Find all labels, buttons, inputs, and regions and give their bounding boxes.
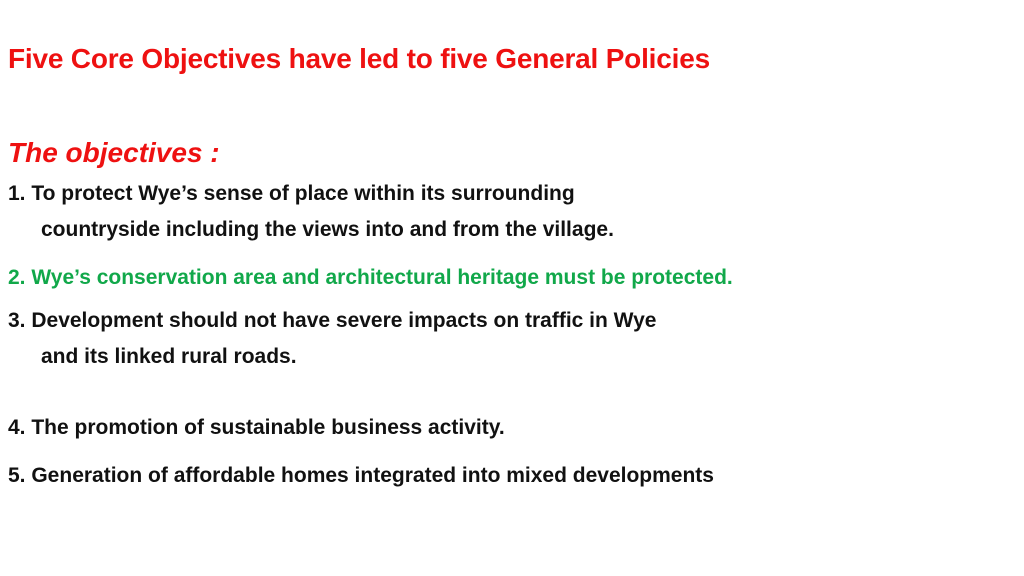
objective-4-line1: 4. The promotion of sustainable business activity. [8, 416, 505, 439]
objective-3-line1: 3. Development should not have severe impacts on traffic in Wye [8, 309, 657, 332]
objective-1 [8, 176, 614, 248]
objective-2-line1: 2. Wye’s conservation area and architectural heritage must be protected. [8, 266, 733, 289]
objective-5 [8, 458, 714, 494]
slide-title: Five Core Objectives have led to five General Policies [8, 43, 710, 74]
objective-2 [8, 260, 733, 296]
objective-3 [8, 303, 656, 375]
objective-5-line1: 5. Generation of affordable homes integrated into mixed developments [8, 464, 714, 487]
objective-1-line1: 1. To protect Wye’s sense of place within its surrounding [8, 182, 575, 205]
objective-1-line2: countryside including the views into and from the village. [41, 218, 614, 241]
objectives-subheading: The objectives : [8, 137, 220, 168]
objective-4 [8, 410, 505, 446]
objective-3-line2: and its linked rural roads. [41, 345, 297, 368]
